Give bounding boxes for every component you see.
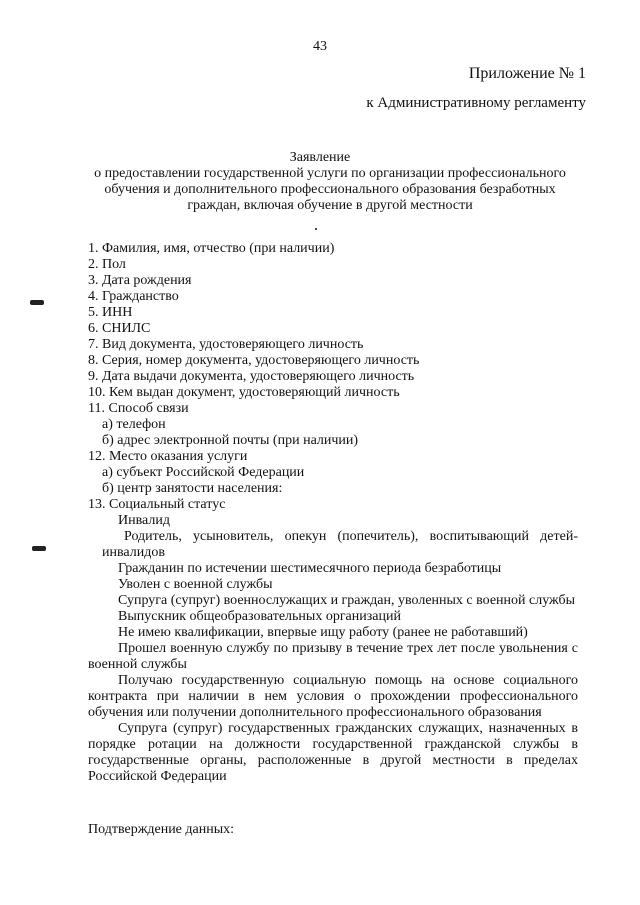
field-citizenship: 4. Гражданство <box>88 289 179 304</box>
status-military-spouse: Супруга (супруг) военнослужащих и граждан, уволенных с военной службы <box>118 593 576 608</box>
regulation-label: к Административному регламенту <box>366 95 586 111</box>
page-number: 43 <box>313 39 327 54</box>
document-title: Заявление <box>289 150 351 165</box>
field-id-issuer: 10. Кем выдан документ, удостоверяющий личность <box>88 385 400 400</box>
field-service-place: 12. Место оказания услуги <box>88 449 248 464</box>
contact-email: б) адрес электронной почты (при наличии) <box>102 433 359 448</box>
status-military-discharged: Уволен с военной службы <box>118 577 273 592</box>
status-disabled: Инвалид <box>118 513 170 528</box>
field-inn: 5. ИНН <box>88 305 133 320</box>
status-parent-guardian: Родитель, усыновитель, опекун (попечитель), воспитывающий детей-инвалидов <box>102 529 578 560</box>
status-long-unemployed: Гражданин по истечении шестимесячного периода безработицы <box>118 561 502 576</box>
field-birth-date: 3. Дата рождения <box>88 273 192 288</box>
place-employment-center: б) центр занятости населения: <box>102 481 283 496</box>
field-id-issue-date: 9. Дата выдачи документа, удостоверяющего личность <box>88 369 415 384</box>
field-id-number: 8. Серия, номер документа, удостоверяющего личность <box>88 353 420 368</box>
data-confirmation-label: Подтверждение данных: <box>88 822 235 837</box>
margin-mark <box>30 300 44 305</box>
status-conscription: Прошел военную службу по призыву в течение трех лет после увольнения с военной службы <box>88 641 578 672</box>
status-no-qualification: Не имею квалификации, впервые ищу работу (ранее не работавший) <box>118 625 528 640</box>
status-civil-servant-spouse: Супруга (супруг) государственных гражданских служащих, назначенных в порядке ротации на должности государственной гражданской службы в государственные органы, расположенные в другой местности в пределах Российской Федерации <box>88 721 578 784</box>
field-gender: 2. Пол <box>88 257 126 272</box>
document-subtitle: о предоставлении государственной услуги по организации профессионального обучения и дополнительного профессионального образования безработных граждан, включая обучение в другой местности <box>94 166 566 213</box>
field-contact-method: 11. Способ связи <box>88 401 189 416</box>
status-school-graduate: Выпускник общеобразовательных организаций <box>118 609 401 624</box>
field-id-type: 7. Вид документа, удостоверяющего личность <box>88 337 364 352</box>
stray-dot <box>315 228 317 230</box>
place-region: а) субъект Российской Федерации <box>102 465 305 480</box>
field-social-status: 13. Социальный статус <box>88 497 226 512</box>
field-full-name: 1. Фамилия, имя, отчество (при наличии) <box>88 241 335 256</box>
appendix-label: Приложение № 1 <box>468 65 586 82</box>
status-social-contract: Получаю государственную социальную помощь на основе социального контракта при наличии в нем условия о прохождении профессионального обучения или получении дополнительного профессионального образования <box>88 673 578 720</box>
margin-mark <box>32 546 46 551</box>
form-fields <box>88 241 578 785</box>
field-snils: 6. СНИЛС <box>88 321 151 336</box>
contact-phone: а) телефон <box>102 417 166 432</box>
